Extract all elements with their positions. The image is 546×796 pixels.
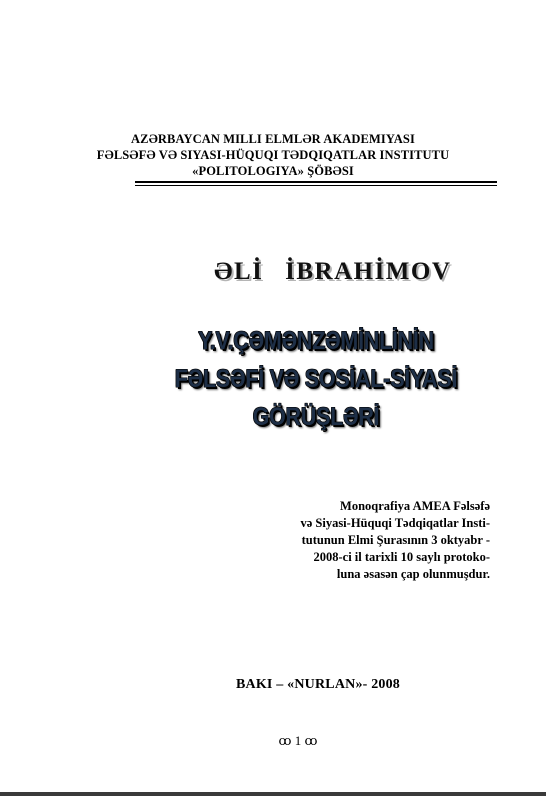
title-line-3: GÖRÜŞLƏRİ — [252, 403, 380, 431]
approval-line-1: Monoqrafiya AMEA Fəlsəfə — [340, 499, 490, 513]
approval-line-5: luna əsasən çap olunmuşdur. — [336, 567, 490, 581]
header-rule-thin — [135, 185, 497, 186]
book-title — [170, 322, 462, 436]
author-name: ƏLİ İBRAHİMOV — [214, 258, 452, 285]
academy-name: AZƏRBAYCAN MILLI ELMLƏR AKADEMIYASI — [131, 132, 415, 146]
approval-note — [262, 498, 490, 583]
approval-line-4: 2008-ci il tarixli 10 saylı protoko- — [313, 550, 490, 564]
publication-imprint: BAKI – «NURLAN»- 2008 — [235, 677, 401, 692]
page-number: ꝏ 1 ꝏ — [278, 733, 318, 748]
title-line-2: FƏLSƏFİ VƏ SOSİAL-SİYASİ — [174, 365, 458, 393]
approval-line-3: tutunun Elmi Şurasının 3 oktyabr - — [301, 533, 490, 547]
institution-header — [0, 131, 546, 179]
institute-name: FƏLSƏFƏ VƏ SIYASI-HÜQUQI TƏDQIQATLAR INSTITUTU — [96, 148, 450, 162]
title-line-1: Y.V.ÇƏMƏNZƏMİNLİNİN — [198, 327, 434, 355]
approval-line-2: və Siyasi-Hüquqi Tədqiqatlar Insti- — [300, 516, 490, 530]
department-name: «POLITOLOGIYA» ŞÖBƏSI — [192, 164, 354, 178]
bottom-edge-rule — [0, 792, 546, 796]
header-rule-thick — [135, 181, 497, 183]
